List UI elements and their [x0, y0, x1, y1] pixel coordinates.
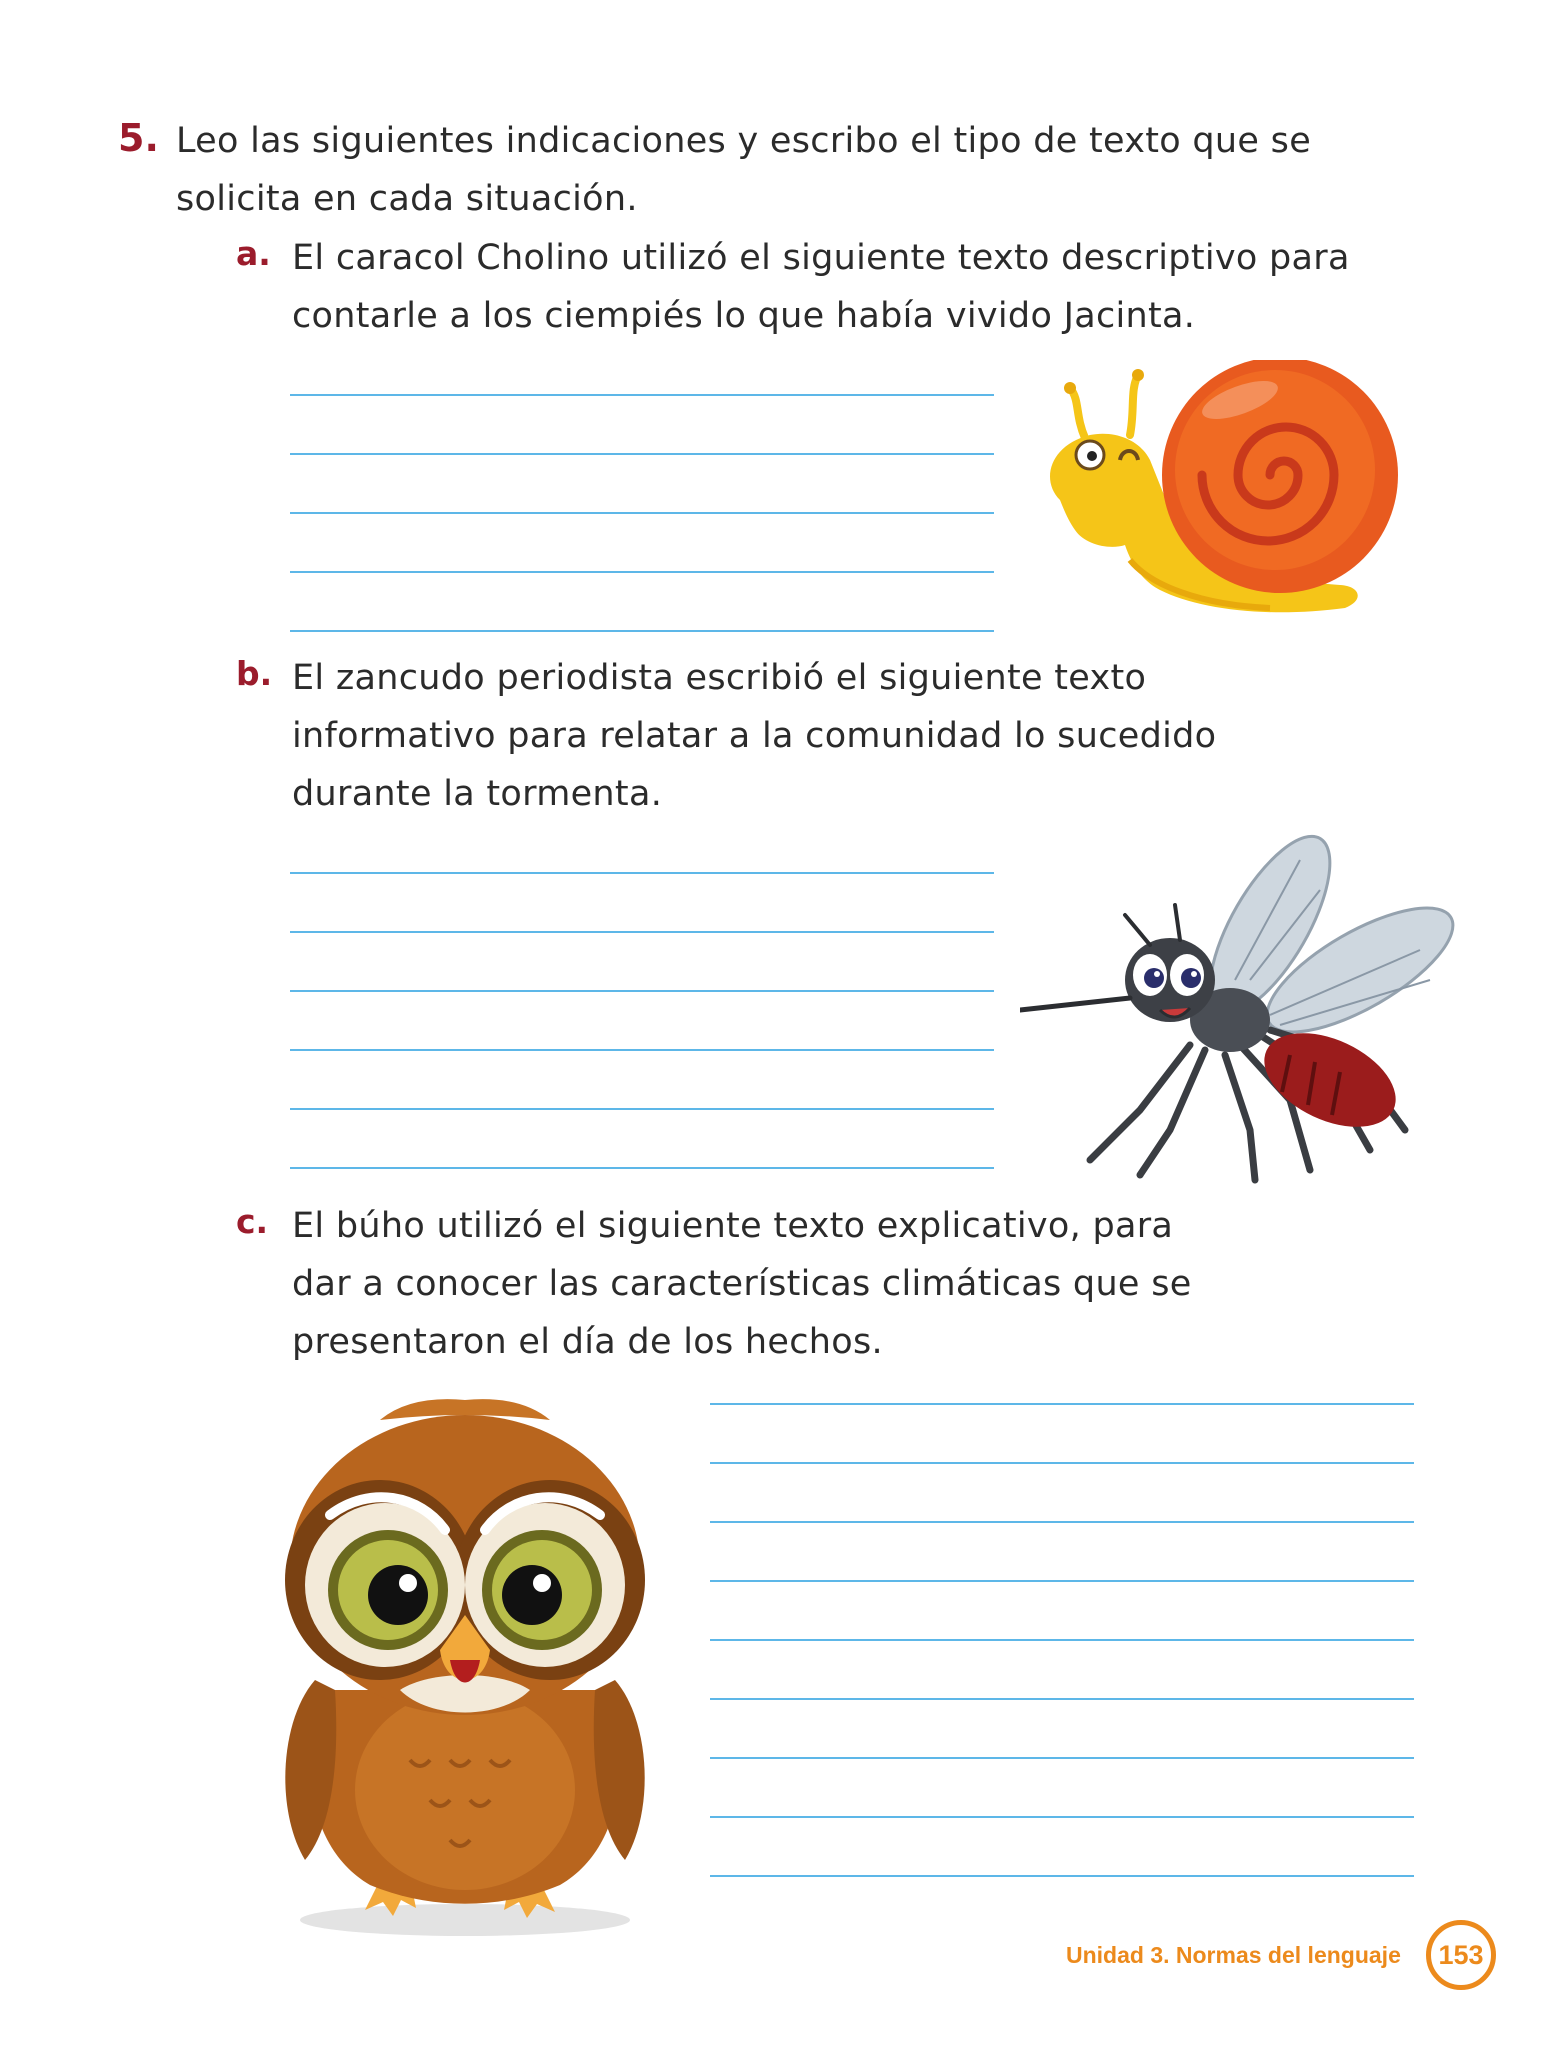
item-b-text-line-2: informativo para relatar a la comunidad lo sucedido — [292, 716, 1217, 756]
footer-unit-label: Unidad 3. Normas del lenguaje — [1066, 1942, 1401, 1968]
answer-line[interactable] — [710, 1462, 1414, 1464]
page-number: 153 — [1426, 1920, 1496, 1990]
answer-line[interactable] — [290, 512, 994, 514]
answer-line[interactable] — [710, 1521, 1414, 1523]
item-b-text-line-1: El zancudo periodista escribió el siguiente texto — [292, 658, 1147, 698]
item-c-letter: c. — [236, 1202, 269, 1241]
exercise-instruction-line-2: solicita en cada situación. — [176, 179, 638, 219]
item-a-letter: a. — [236, 234, 271, 273]
exercise-number: 5. — [118, 116, 159, 160]
answer-line[interactable] — [290, 931, 994, 933]
answer-line[interactable] — [710, 1698, 1414, 1700]
answer-line[interactable] — [290, 394, 994, 396]
answer-line[interactable] — [710, 1757, 1414, 1759]
answer-line[interactable] — [710, 1580, 1414, 1582]
answer-line[interactable] — [710, 1816, 1414, 1818]
owl-illustration — [260, 1390, 670, 1940]
item-a-text-line-2: contarle a los ciempiés lo que había vivido Jacinta. — [292, 296, 1196, 336]
answer-line[interactable] — [710, 1639, 1414, 1641]
answer-line[interactable] — [710, 1403, 1414, 1405]
answer-line[interactable] — [290, 1167, 994, 1169]
answer-line[interactable] — [290, 630, 994, 632]
item-a-text-line-1: El caracol Cholino utilizó el siguiente texto descriptivo para — [292, 238, 1350, 278]
item-b-text-line-3: durante la tormenta. — [292, 774, 663, 814]
answer-line[interactable] — [290, 872, 994, 874]
answer-line[interactable] — [290, 1049, 994, 1051]
answer-line[interactable] — [290, 990, 994, 992]
mosquito-illustration — [1020, 830, 1460, 1190]
item-c-text-line-2: dar a conocer las características climáticas que se — [292, 1264, 1192, 1304]
answer-line[interactable] — [290, 571, 994, 573]
answer-line[interactable] — [290, 453, 994, 455]
item-c-text-line-3: presentaron el día de los hechos. — [292, 1322, 883, 1362]
exercise-instruction-line-1: Leo las siguientes indicaciones y escribo el tipo de texto que se — [176, 121, 1312, 161]
snail-illustration — [1030, 360, 1410, 620]
item-c-text-line-1: El búho utilizó el siguiente texto explicativo, para — [292, 1206, 1174, 1246]
answer-line[interactable] — [710, 1875, 1414, 1877]
answer-line[interactable] — [290, 1108, 994, 1110]
item-b-letter: b. — [236, 654, 273, 693]
